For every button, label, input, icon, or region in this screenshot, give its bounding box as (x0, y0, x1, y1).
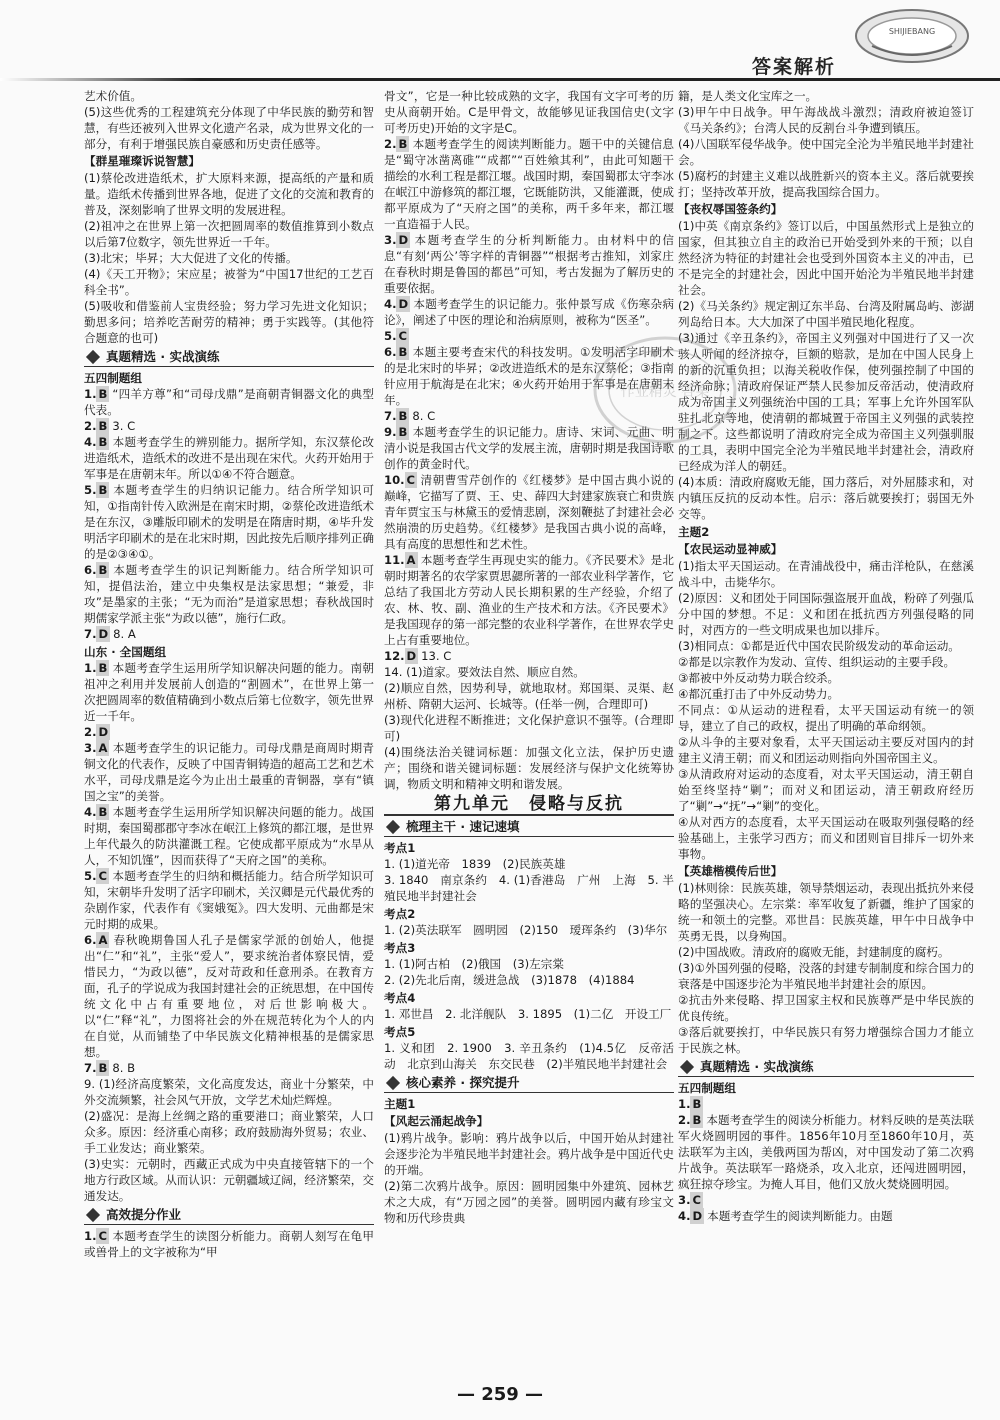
answer-explanation: 本题考查学生的识记能力。司母戊鼎是商周时期青铜文化的代表作，反映了中国青铜铸造的超高工艺和艺术水平，司母戊鼎是迄今为止出土最重的青铜器，享有“镇国之宝”的美誉。 (84, 741, 374, 803)
answer-explanation: 8. C (412, 409, 436, 423)
answer-paragraph: ③都被中外反动势力联合绞杀。 (678, 671, 840, 685)
question-number: 4. (84, 435, 97, 449)
question-answer (384, 552, 674, 648)
answer-paragraph: (1)林则徐：民族英雄，领导禁烟运动，表现出抵抗外来侵略的坚强决心。左宗棠：率军收复了新疆，维护了国家的统一和领土的完整。邓世昌：民族英雄，甲午中日战争中英勇无畏，以身殉国。 (678, 881, 974, 943)
answer-explanation: 本题主要考查宋代的科技发明。①发明活字印刷术的是北宋时的毕昇；②改进造纸术的是东汉蔡伦；③指南针应用于航海是在北宋；④火药开始用于军事是在唐朝末年。 (384, 345, 674, 407)
question-answer (84, 1060, 374, 1076)
section-band-label: 真题精选 · 实战演练 (106, 349, 220, 364)
answer-letter: B (98, 419, 108, 433)
answer-letter: B (692, 1113, 702, 1127)
answer-explanation: “四羊方尊”和“司母戊鼎”是商朝青铜器文化的典型代表。 (84, 387, 374, 417)
answer-paragraph: (2)顺应自然，因势利导，就地取材。郑国渠、灵渠、赵州桥、隋朝大运河、长城等。(任举一例，合理即可) (384, 681, 674, 711)
answer-paragraph: 籍，是人类文化宝库之一。 (678, 89, 818, 103)
watermark-stamp (590, 330, 740, 450)
question-answer (84, 562, 374, 626)
answer-letter: A (406, 553, 416, 567)
answer-letter: D (406, 649, 417, 663)
column-left (84, 88, 374, 1370)
group-heading: 考点4 (384, 991, 416, 1005)
answer-paragraph: ②抗击外来侵略、捍卫国家主权和民族尊严是中华民族的优良传统。 (678, 993, 974, 1023)
question-number: 5. (84, 869, 97, 883)
topic-heading: 【英雄楷模传后世】 (678, 864, 783, 878)
question-number: 4. (84, 805, 97, 819)
answer-explanation: 清朝曹雪芹创作的《红楼梦》是中国古典小说的巅峰，它描写了贾、王、史、薛四大封建家族衰亡和贵族青年贾宝玉与林黛玉的爱情悲剧，深刻鞭挞了封建社会必然崩溃的历史趋势。《红楼梦》是我国古典小说的高峰，具有高度的思想性和艺术性。 (384, 473, 674, 551)
question-answer (84, 418, 374, 434)
answer-letter: D (398, 233, 409, 247)
answer-paragraph: 艺术价值。 (84, 89, 142, 103)
answer-explanation: 本题考查学生的阅读分析能力。材料反映的是英法联军火烧圆明园的事件。1856年10月至1860年10月，英法联军为主凶，美俄两国为帮凶，对中国发动了第二次鸦片战争。英法联军一路烧杀，攻入北京，还闯进圆明园，疯狂掠夺珍宝。为掩人耳目，他们又放火焚烧圆明园。 (678, 1113, 974, 1191)
question-number: 10. (384, 473, 405, 487)
question-answer (84, 740, 374, 804)
question-number: 5. (384, 329, 397, 343)
question-number: 1. (84, 661, 97, 675)
question-number: 5. (84, 483, 97, 497)
answer-paragraph: (5)这些优秀的工程建筑充分体现了中华民族的勤劳和智慧，有些还被列入世界文化遗产名录，成为世界文化的一部分，有利于增强民族自豪感和历史责任感等。 (84, 105, 374, 151)
answer-explanation: 本题考查学生的阅读判断能力。题干中的关键信息是“蜀守冰凿离碓”“成都”“百姓飨其利”，由此可知题干描绘的水利工程是都江堰。战国时期，秦国蜀郡太守李冰在岷江中游修筑的都江堰，它既能防洪，又能灌溉，使成都平原成为了“天府之国”的美称，两千多年来，都江堰一直造福于人民。 (384, 137, 674, 231)
answer-letter: B (398, 137, 408, 151)
logo-text: SHIJIEBANG (888, 27, 936, 36)
answer-paragraph: (3)通过《辛丑条约》，帝国主义列强对中国进行了又一次骇人听闻的经济掠夺，巨额的赔款，是加在中国人民身上的新的沉重负担；以海关税收作保，使列强控制了中国的经济命脉；清政府保证严禁人民参加反帝活动，使清政府成为帝国主义列强统治中国的工具；军事上允许外国军队驻扎北京等地，使清朝的都城置于帝国主义列强的武装控制之下。这些都说明了清政府完全成为帝国主义列强驯服的工具，表明中国完全沦为半殖民地半封建社会，清政府已经成为洋人的朝廷。 (678, 331, 974, 473)
question-number: 7. (84, 1061, 97, 1075)
answer-explanation: 本题考查学生的识记能力。唐诗、宋词、元曲、明清小说是我国古代文学的发展主流，唐朝时期是我国诗歌创作的黄金时代。 (384, 425, 674, 471)
question-answer (678, 1096, 974, 1112)
answer-letter: C (406, 473, 416, 487)
section-band-label: 梳理主干 · 速记速填 (406, 819, 520, 834)
answer-paragraph: 骨文”，它是一种比较成熟的文字，我国有文字可考的历史从商朝开始。C是甲骨文，故能够见证我国信史(文字可考历史)开始的文字是C。 (384, 89, 674, 135)
diamond-icon (86, 350, 100, 364)
answer-explanation: 本题考查学生再现史实的能力。《齐民要术》是北朝时期著名的农学家贾思勰所著的一部农业科学著作，它总结了我国北方劳动人民长期积累的生产经验，介绍了农、林、牧、副、渔业的生产技术和方法。《齐民要术》是我国现存的第一部完整的农业科学著作，在世界农学史上占有重要地位。 (384, 553, 674, 647)
answer-paragraph: 2. (2)先北后南，缓进急战 (3)1878 (4)1884 (384, 973, 635, 987)
column-right (678, 88, 974, 1370)
question-number: 6. (84, 933, 97, 947)
answer-paragraph: ④都沉重打击了中外反动势力。 (678, 687, 840, 701)
group-heading: 山东 · 全国题组 (84, 645, 167, 659)
answer-paragraph: 1. 邓世昌 2. 北洋舰队 3. 1895 (1)二亿 开设工厂 (384, 1007, 672, 1021)
answer-paragraph: 3. 1840 南京条约 4. (1)香港岛 广州 上海 5. 半殖民地半封建社会 (384, 873, 674, 903)
answer-explanation: 本题考查学生的识记判断能力。结合所学知识可知，提倡法治，建立中央集权是法家思想；“兼爱，非攻”是墨家的主张；“无为而治”是道家思想；春秋战国时期儒家学派主张“为政以德”，施行仁政。 (84, 563, 374, 625)
diamond-icon (680, 1060, 694, 1074)
question-answer (678, 1112, 974, 1192)
diamond-icon (386, 1076, 400, 1090)
answer-paragraph: 1. 义和团 2. 1900 3. 辛丑条约 (1)4.5亿 反帝活动 北京到山海关 东交民巷 (2)半殖民地半封建社会 (384, 1041, 674, 1071)
question-answer (384, 296, 674, 328)
question-number: 7. (384, 409, 397, 423)
answer-paragraph: 不同点：①从运动的进程看，太平天国运动有统一的领导，建立了自己的政权，提出了明确的革命纲领。 (678, 703, 974, 733)
answer-letter: C (692, 1193, 701, 1207)
answer-paragraph: (2)中国战败。清政府的腐败无能，封建制度的腐朽。 (678, 945, 950, 959)
question-number: 2. (384, 137, 397, 151)
question-number: 1. (84, 1229, 97, 1243)
answer-letter: B (98, 661, 108, 675)
question-answer (678, 1208, 974, 1224)
question-number: 3. (384, 233, 397, 247)
answer-paragraph: (2)第二次鸦片战争。原因：圆明园集中外建筑、园林艺术之大成，有“万园之园”的美誉。圆明园内藏有珍宝文物和历代珍贵典 (384, 1179, 674, 1225)
group-heading: 五四制题组 (678, 1081, 736, 1095)
answer-paragraph: (3)①外国列强的侵略，没落的封建专制制度和综合国力的衰落是中国逐步沦为半殖民地半封建社会的原因。 (678, 961, 974, 991)
answer-paragraph: (1)蔡伦改进造纸术，扩大原料来源，提高纸的产量和质量。造纸术传播到世界各地，促进了文化的交流和教育的普及，深刻影响了世界文明的发展进程。 (84, 171, 374, 217)
question-answer (84, 804, 374, 868)
section-band-label: 真题精选 · 实战演练 (700, 1059, 814, 1074)
topic-heading: 【风起云涌起战争】 (384, 1114, 489, 1128)
answer-explanation: 本题考查学生运用所学知识解决问题的能力。战国时期，秦国蜀郡郡守李冰在岷江上修筑的都江堰，是世界上年代最久的防洪灌溉工程。它使成都平原成为“水旱从人，不知饥馑”，因而获得了“天府之国”的美称。 (84, 805, 374, 867)
page-number: — 259 — (456, 1384, 544, 1405)
answer-letter: B (398, 409, 408, 423)
answer-paragraph: (4)围绕法治关键词标题：加强文化立法，保护历史遗产；围绕和谐关键词标题：发展经济与保护文化统筹协调，物质文明和精神文明和谐发展。 (384, 745, 674, 791)
answer-paragraph: (5)腐朽的封建主义难以战胜新兴的资本主义。落后就要挨打；坚持改革开放，提高我国综合国力。 (678, 169, 974, 199)
answer-letter: B (398, 425, 408, 439)
answer-letter: B (98, 435, 108, 449)
answer-letter: A (98, 741, 108, 755)
answer-paragraph: ③从清政府对运动的态度看，对太平天国运动，清王朝自始至终坚持“剿”；而对义和团运动，清王朝政府经历了“剿”→“抚”→“剿”的变化。 (678, 767, 974, 813)
question-answer (84, 626, 374, 642)
group-heading: 考点5 (384, 1025, 416, 1039)
group-heading: 考点2 (384, 907, 416, 921)
question-number: 3. (678, 1193, 691, 1207)
question-answer (384, 232, 674, 296)
answer-letter: B (398, 345, 408, 359)
answer-explanation: 春秋晚期鲁国人孔子是儒家学派的创始人，他提出“仁”和“礼”，主张“爱人”，要求统治者体察民情，爱惜民力，“为政以德”，反对苛政和任意刑杀。在教育方面，孔子的学说成为我国封建社会的正统思想，在中国传统文化中占有重要地位，对后世影响极大。以“仁”释“礼”，力图将社会的外在规范转化为个人的内在自觉，从而铺垫了中华民族文化精神根基的是儒家思想。 (84, 933, 374, 1059)
answer-letter: C (398, 329, 407, 343)
question-answer (84, 386, 374, 418)
question-number: 1. (84, 387, 97, 401)
question-answer (384, 472, 674, 552)
answer-paragraph: (4)《天工开物》；宋应星；被誉为“中国17世纪的工艺百科全书”。 (84, 267, 374, 297)
answer-letter: C (98, 1229, 107, 1243)
header-rule (0, 78, 1000, 81)
topic-heading: 【农民运动显神威】 (678, 542, 783, 556)
answer-explanation: 8. A (113, 627, 136, 641)
question-answer (84, 434, 374, 482)
section-band (384, 1075, 674, 1093)
answer-explanation: 本题考查学生的识记能力。张仲景写成《伤寒杂病论》，阐述了中医的理论和治病原则，被称为“医圣”。 (384, 297, 674, 327)
answer-explanation: 本题考查学生的辨别能力。据所学知，东汉蔡伦改进造纸术，造纸术的改进不是出现在宋代。火药开始用于军事是在唐朝末年。所以①④不符合题意。 (84, 435, 374, 481)
question-number: 4. (384, 297, 397, 311)
answer-paragraph: ④从对西方的态度看，太平天国运动在吸取列强侵略的经验基础上，主张学习西方；而义和团则盲目排斥一切外来事物。 (678, 815, 974, 861)
answer-explanation: 13. C (421, 649, 452, 663)
unit-title: 第九单元 侵略与反抗 (384, 796, 674, 816)
answer-paragraph: (4)八国联军侵华战争。使中国完全沦为半殖民地半封建社会。 (678, 137, 974, 167)
answer-paragraph: ②都是以宗教作为发动、宣传、组织运动的主要手段。 (678, 655, 956, 669)
answer-paragraph: (3)史实：元朝时，西藏正式成为中央直接管辖下的一个地方行政区域。从而认识：元朝疆域辽阔，经济繁荣，交通发达。 (84, 1157, 374, 1203)
question-number: 1. (678, 1097, 691, 1111)
answer-letter: B (98, 563, 108, 577)
answer-paragraph: (3)北宋；毕昇；大大促进了文化的传播。 (84, 251, 298, 265)
question-answer (84, 1228, 374, 1260)
publisher-logo-icon (852, 6, 972, 66)
answer-paragraph: (3)相同点：①都是近代中国农民阶级发动的革命运动。 (678, 639, 960, 653)
question-answer (84, 724, 374, 740)
answer-paragraph: (2)原因：义和团处于同国际强盗展开血战，粉碎了列强瓜分中国的梦想。不足：义和团在抵抗西方列强侵略的同时，对西方的一些文明成果也加以排斥。 (678, 591, 974, 637)
answer-paragraph: (1)中英《南京条约》签订以后，中国虽然形式上是独立的国家，但其独立自主的政治已开始受到外来的干预；以自然经济为特征的封建社会也受到外国资本主义的冲击，已不是完全的封建社会，因此中国开始沦为半殖民地半封建社会。 (678, 219, 974, 297)
answer-paragraph: (3)现代化进程不断推进；文化保护意识不强等。(合理即可) (384, 713, 674, 743)
question-answer (384, 136, 674, 232)
diamond-icon (386, 820, 400, 834)
page-header (0, 0, 1000, 88)
diamond-icon (86, 1208, 100, 1222)
answer-letter: B (692, 1097, 702, 1111)
section-band-label: 核心素养 · 探究提升 (406, 1075, 520, 1090)
group-heading: 考点3 (384, 941, 416, 955)
answer-letter: D (692, 1209, 703, 1223)
group-heading: 主题2 (678, 525, 710, 539)
answer-letter: D (398, 297, 409, 311)
answer-explanation: 本题考查学生的归纳识记能力。结合所学知识可知，①指南针传入欧洲是在南宋时期，②蔡伦改进造纸术是在东汉，③雕版印刷术的发明是在隋唐时期，④毕升发明活字印刷术的是在北宋时期，因此按先后顺序排列正确的是②③④①。 (84, 483, 374, 561)
group-heading: 考点1 (384, 841, 416, 855)
answer-letter: A (98, 933, 108, 947)
question-number: 2. (678, 1113, 691, 1127)
question-answer (384, 648, 674, 664)
answer-paragraph: 1. (1)道光帝 1839 (2)民族英雄 (384, 857, 566, 871)
answer-paragraph: 1. (2)英法联军 圆明园 (2)150 瑷珲条约 (3)华尔 (384, 923, 668, 937)
answer-paragraph: (5)吸收和借鉴前人宝贵经验；努力学习先进文化知识；勤思多问；培养吃苦耐劳的精神；勇于实践等。(其他符合题意的也可) (84, 299, 374, 345)
header-title: 答案解析 (752, 56, 837, 78)
question-number: 11. (384, 553, 405, 567)
section-band (84, 1207, 374, 1225)
question-number: 2. (84, 419, 97, 433)
question-answer (84, 660, 374, 724)
answer-paragraph: 9. (1)经济高度繁荣，文化高度发达，商业十分繁荣，中外交流频繁，社会风气开放，文学艺术灿烂辉煌。 (84, 1077, 374, 1107)
answer-paragraph: ②从斗争的主要对象看，太平天国运动主要反对国内的封建主义清王朝；而义和团运动则指向外国帝国主义。 (678, 735, 974, 765)
answer-paragraph: (2)祖冲之在世界上第一次把圆周率的数值推算到小数点以后第7位数字，领先世界近一千年。 (84, 219, 374, 249)
answer-explanation: 本题考查学生运用所学知识解决问题的能力。南朝祖冲之利用并发展前人创造的“割圆术”，在世界上第一次把圆周率的数值精确到小数点后第七位数字，领先世界近一千年。 (84, 661, 374, 723)
answer-paragraph: 1. (1)阿古柏 (2)俄国 (3)左宗棠 (384, 957, 564, 971)
question-number: 2. (84, 725, 97, 739)
question-answer (84, 932, 374, 1060)
question-number: 12. (384, 649, 405, 663)
answer-explanation: 8. B (112, 1061, 136, 1075)
answer-paragraph: (2)盛况：是海上丝绸之路的重要港口；商业繁荣，人口众多。原因：经济重心南移；政府鼓励海外贸易；农业、手工业发达；商业繁荣。 (84, 1109, 374, 1155)
topic-heading: 【丧权辱国签条约】 (678, 202, 783, 216)
answer-paragraph: (4)本质：清政府腐败无能，国力落后，对外屈膝求和，对内镇压反抗的反动本性。启示：落后就要挨打；弱国无外交等。 (678, 475, 974, 521)
answer-explanation: 本题考查学生的阅读判断能力。由题 (707, 1209, 893, 1223)
question-number: 9. (384, 425, 397, 439)
question-answer (84, 868, 374, 932)
answer-letter: B (98, 1061, 108, 1075)
group-heading: 五四制题组 (84, 371, 142, 385)
answer-paragraph: ③落后就要挨打，中华民族只有努力增强综合国力才能立于民族之林。 (678, 1025, 974, 1055)
answer-explanation: 本题考查学生的读图分析能力。商朝人刻写在龟甲或兽骨上的文字被称为“甲 (84, 1229, 374, 1259)
answer-letter: B (98, 805, 108, 819)
question-number: 4. (678, 1209, 691, 1223)
question-number: 6. (384, 345, 397, 359)
answer-explanation: 本题考查学生的归纳和概括能力。结合所学知识可知，宋朝毕升发明了活字印刷术，关汉卿是元代最优秀的杂剧作家，代表作有《窦娥冤》。四大发明、元曲都是宋元时期的成果。 (84, 869, 374, 931)
answer-paragraph: (1)鸦片战争。影响：鸦片战争以后，中国开始从封建社会逐步沦为半殖民地半封建社会。鸦片战争是中国近代史的开端。 (384, 1131, 674, 1177)
question-answer (678, 1192, 974, 1208)
answer-paragraph: 14. (1)道家。要效法自然、顺应自然。 (384, 665, 585, 679)
question-number: 6. (84, 563, 97, 577)
answer-letter: B (98, 483, 108, 497)
answer-paragraph: (3)甲午中日战争。甲午海战战斗激烈；清政府被迫签订《马关条约》；台湾人民的反割台斗争遭到镇压。 (678, 105, 974, 135)
answer-explanation: 3. C (112, 419, 136, 433)
topic-heading: 【群星璀璨诉说智慧】 (84, 154, 200, 168)
column-middle (384, 88, 674, 1370)
section-band (678, 1059, 974, 1077)
question-number: 7. (84, 627, 97, 641)
answer-paragraph: (1)指太平天国运动。在青浦战役中，痛击洋枪队，在慈溪战斗中，击毙华尔。 (678, 559, 974, 589)
section-band (84, 349, 374, 367)
answer-page (84, 88, 974, 1370)
stamp-text: 作业精灵 答案 (620, 384, 710, 400)
answer-letter: D (98, 627, 109, 641)
question-number: 3. (84, 741, 97, 755)
answer-paragraph: (2)《马关条约》规定割辽东半岛、台湾及附属岛屿、澎湖列岛给日本。大大加深了中国半殖民地化程度。 (678, 299, 974, 329)
answer-explanation: 本题考查学生的分析判断能力。由材料中的信息“有刻‘两公’等字样的青铜器”“根据考古推知，刘家庄在春秋时期是鲁国的都邑”可知，考古发掘为了解历史的重要依据。 (384, 233, 674, 295)
question-answer (84, 482, 374, 562)
answer-letter: C (98, 869, 107, 883)
group-heading: 主题1 (384, 1097, 416, 1111)
section-band (384, 819, 674, 837)
section-band-label: 高效提分作业 (106, 1207, 182, 1222)
answer-letter: D (98, 725, 109, 739)
answer-letter: B (98, 387, 108, 401)
